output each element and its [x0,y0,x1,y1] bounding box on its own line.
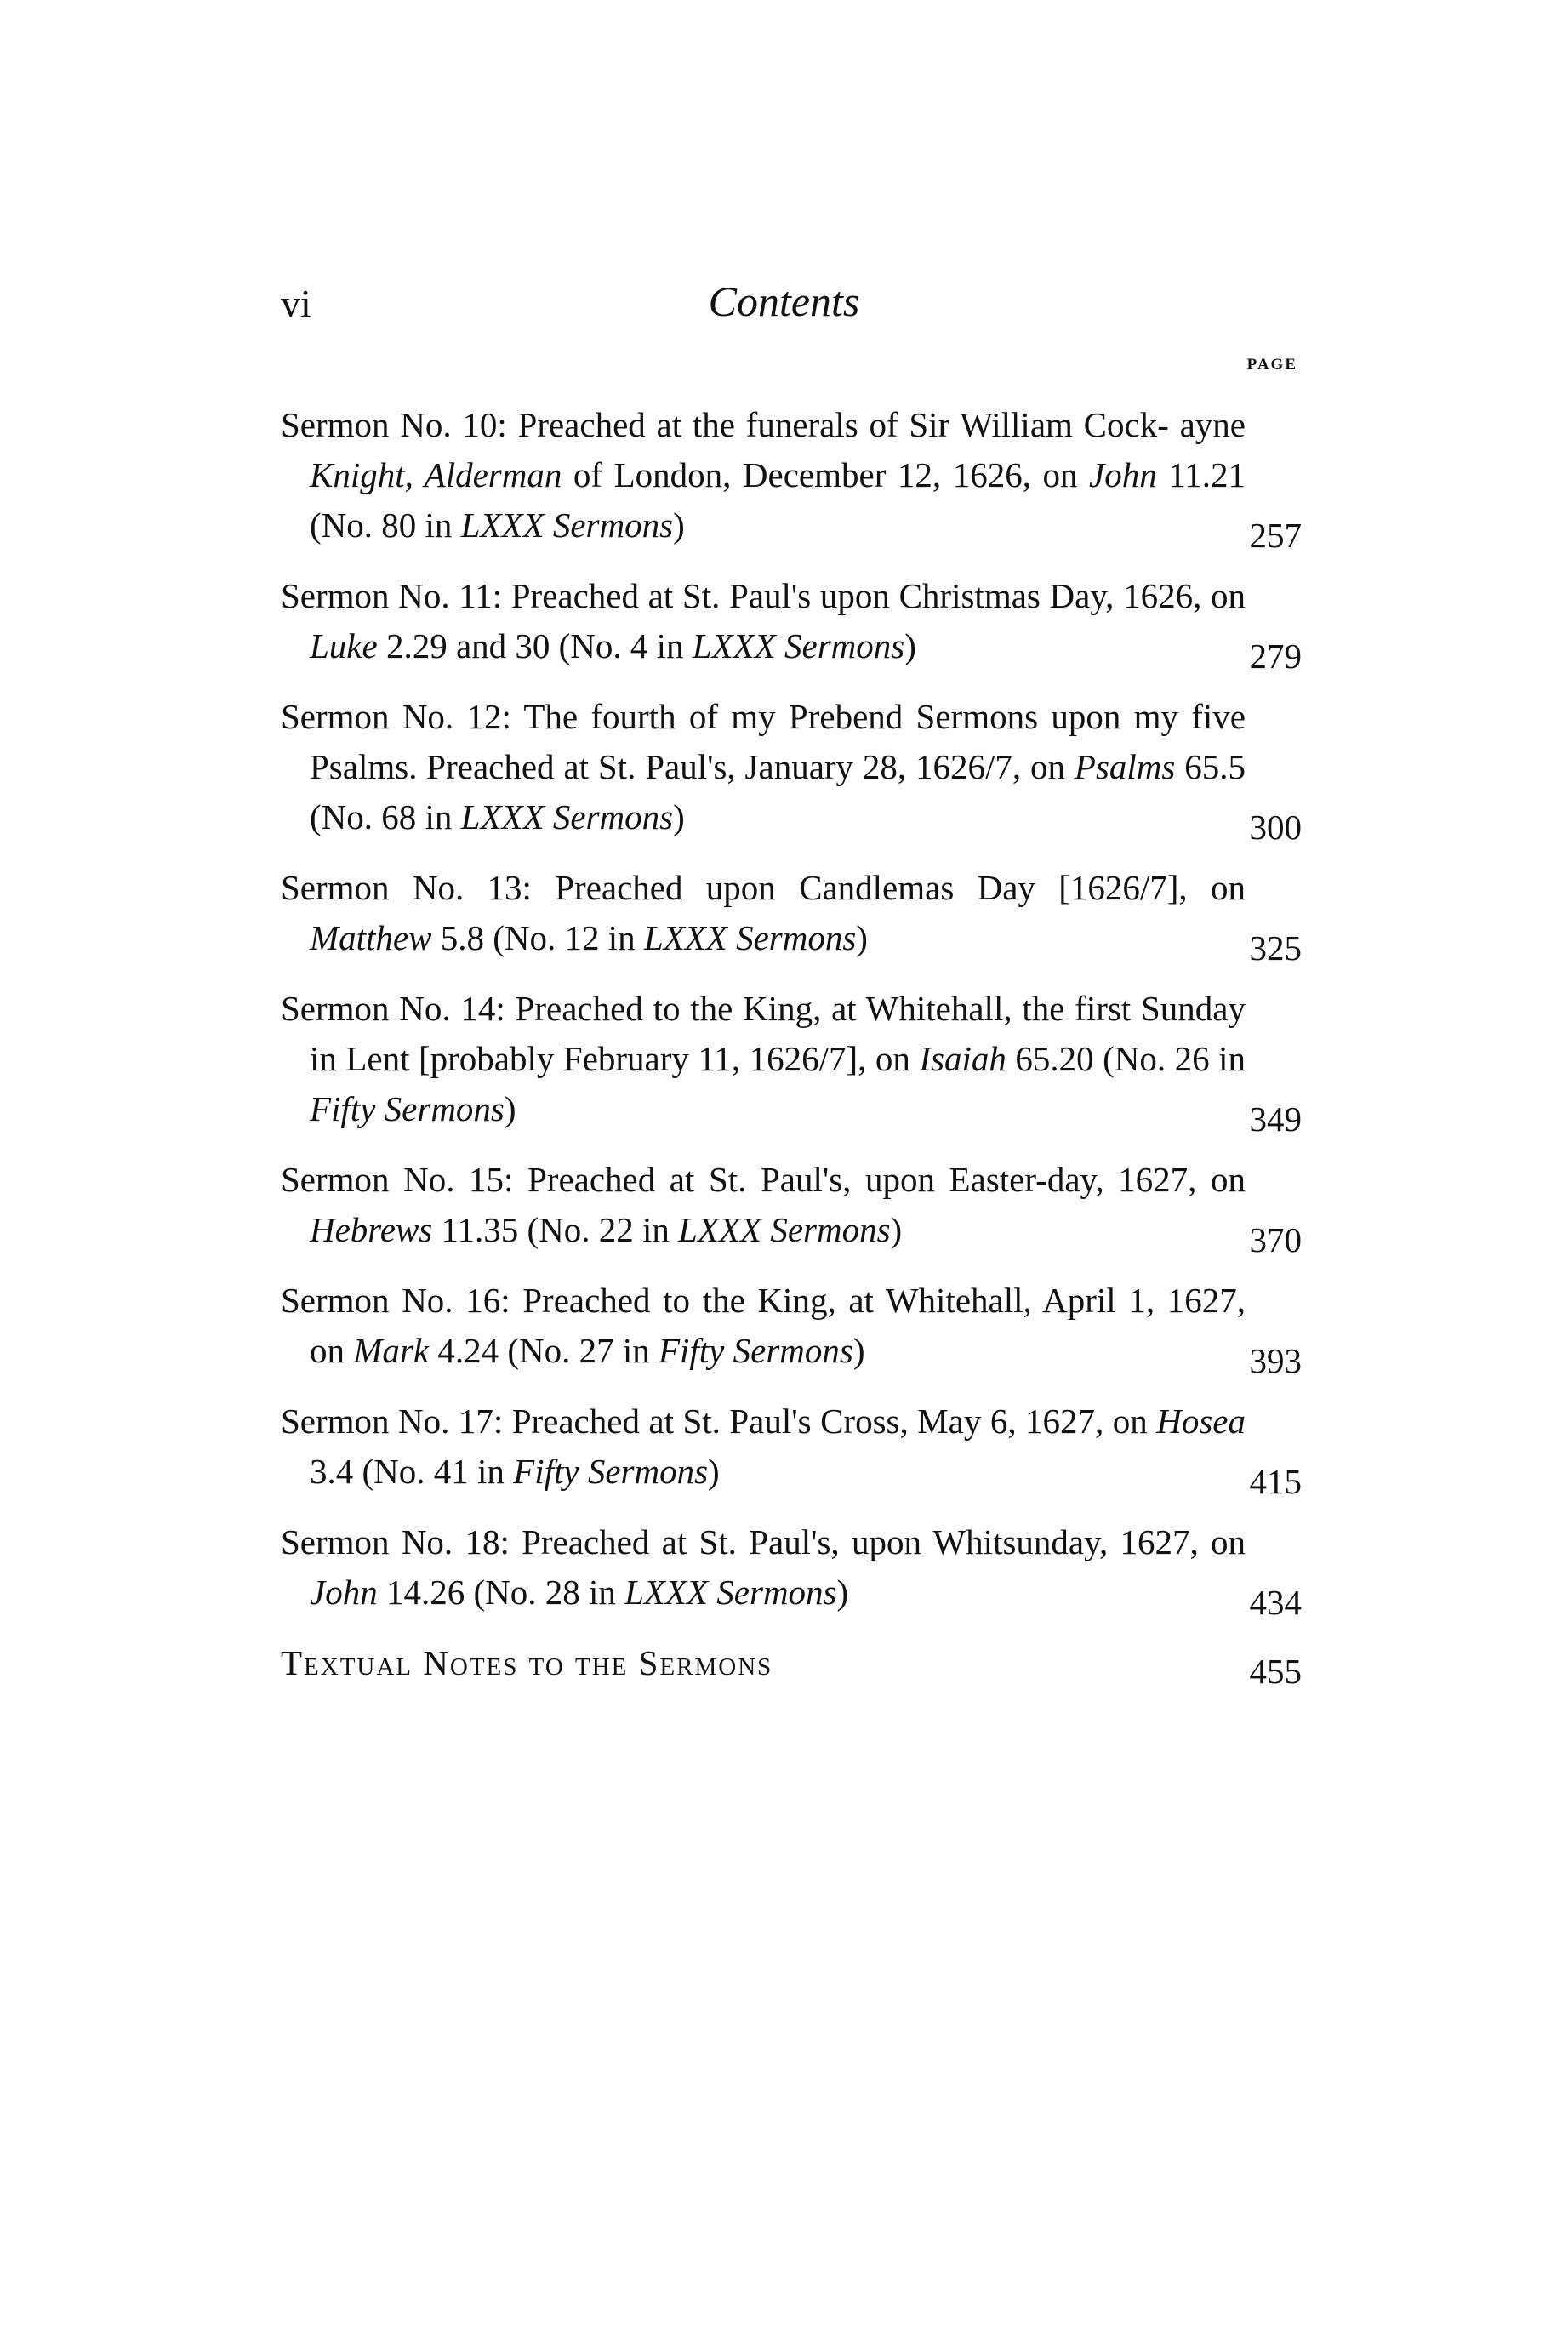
contents-entry [281,1276,1302,1380]
contents-entry [281,400,1302,555]
entry-title-italic: LXXX Sermons [643,918,857,957]
entry-title-part: Sermon No. 13: Preached upon Candlemas Day [1626/7], on [281,868,1246,907]
entry-page-number: 415 [1249,1462,1302,1501]
entry-title [281,400,1246,551]
entry-title-part: Sermon No. 15: Preached at St. Paul's, upon Easter-day, 1627, on [281,1160,1246,1199]
entry-title-part: ) [673,505,685,545]
entry-title-italic: Luke [310,626,378,665]
entry-title-italic: Fifty Sermons [658,1331,853,1370]
entry-page-number: 434 [1249,1583,1302,1622]
entry-title [281,863,1246,963]
page-column-label: PAGE [1246,356,1297,374]
entry-page-number: 370 [1249,1220,1302,1259]
entry-title [281,1155,1246,1255]
entry-page-number: 257 [1249,516,1302,555]
entry-title-italic: Hosea [1156,1401,1246,1441]
entry-title-part: 4.24 (No. 27 in [429,1331,659,1370]
entry-title-part: Sermon No. 12: The fourth of my Prebend Sermons upon my five Psalms. Preached at St. Paul's, January 28, 1626/7, on [281,697,1246,786]
contents-entry [281,692,1302,847]
entry-page-number: 279 [1249,637,1302,676]
entry-title-italic: John [310,1573,378,1612]
entry-title [281,1638,1246,1688]
entry-title [281,1396,1246,1497]
entry-title-part: ) [904,626,916,665]
entry-title-italic: Isaiah [919,1039,1006,1078]
entry-title-part: 5.8 (No. 12 in [431,918,644,957]
contents-entry [281,571,1302,676]
entry-title-italic: Hebrews [310,1210,433,1249]
entry-title [281,571,1246,671]
entry-page-number: 325 [1249,928,1302,968]
entry-title [281,984,1246,1134]
entry-title-part: 2.29 and 30 (No. 4 in [377,626,693,665]
entry-title-italic: LXXX Sermons [460,505,674,545]
entry-title [281,1517,1246,1618]
entry-title-part: Sermon No. 16: Preached to the King, at Whitehall, April 1, 1627, on [281,1281,1246,1370]
entry-title-part: ) [504,1089,516,1128]
entry-page-number: 455 [1249,1652,1302,1691]
entry-page-number: 393 [1249,1341,1302,1380]
entry-page-number: 349 [1249,1099,1302,1139]
entry-title-italic: LXXX Sermons [624,1573,837,1612]
entry-title-italic: Mark [353,1331,430,1370]
entry-title-part: Textual Notes to the Sermons [281,1643,773,1682]
page-folio: vi [281,282,311,325]
entry-title-italic: LXXX Sermons [678,1210,891,1249]
entry-title-part: 11.21 (No. 80 in [310,455,1246,545]
entry-title-italic: Fifty Sermons [513,1452,709,1491]
contents-entry [281,1517,1302,1622]
entry-title-part: 14.26 (No. 28 in [377,1573,625,1612]
entry-title-part: ) [852,1331,865,1370]
entry-title-part: 3.4 (No. 41 in [310,1452,514,1491]
contents-list [281,400,1302,1709]
entry-title-italic: Knight, Alderman [310,455,562,494]
entry-title-part: ) [673,797,685,836]
contents-entry [281,1155,1302,1259]
entry-title-italic: John [1089,455,1157,494]
entry-title-italic: Psalms [1074,747,1176,786]
entry-title-part: Sermon No. 11: Preached at St. Paul's upon Christmas Day, 1626, on [281,576,1246,615]
entry-title-part: 65.20 (No. 26 in [1006,1039,1246,1078]
entry-title-part: Sermon No. 18: Preached at St. Paul's, upon Whitsunday, 1627, on [281,1522,1246,1561]
entry-title-part: ) [856,918,868,957]
entry-title-italic: Matthew [310,918,432,957]
entry-title-part: Sermon No. 14: Preached to the King, at Whitehall, the first Sunday in Lent [probably February 11, 1626/7], on [281,989,1246,1078]
entry-title-part: 11.35 (No. 22 in [432,1210,679,1249]
entry-title-part: Sermon No. 17: Preached at St. Paul's Cross, May 6, 1627, on [281,1401,1157,1441]
contents-entry-textual-notes [281,1638,1302,1691]
contents-entry [281,984,1302,1139]
entry-title-part: ) [836,1573,849,1612]
contents-entry [281,863,1302,968]
entry-title-part: of London, December 12, 1626, on [562,455,1090,494]
entry-title-part: ) [890,1210,903,1249]
entry-title-italic: LXXX Sermons [692,626,905,665]
entry-title-italic: Fifty Sermons [310,1089,505,1128]
entry-title-part: Sermon No. 10: Preached at the funerals of Sir William Cock- ayne [281,405,1246,444]
entry-title-part: 65.5 (No. 68 in [310,747,1246,836]
running-title: Contents [708,277,860,325]
entry-title-italic: LXXX Sermons [460,797,674,836]
entry-title [281,692,1246,842]
entry-title-part: ) [708,1452,720,1491]
contents-entry [281,1396,1302,1501]
entry-page-number: 300 [1249,808,1302,847]
entry-title [281,1276,1246,1376]
